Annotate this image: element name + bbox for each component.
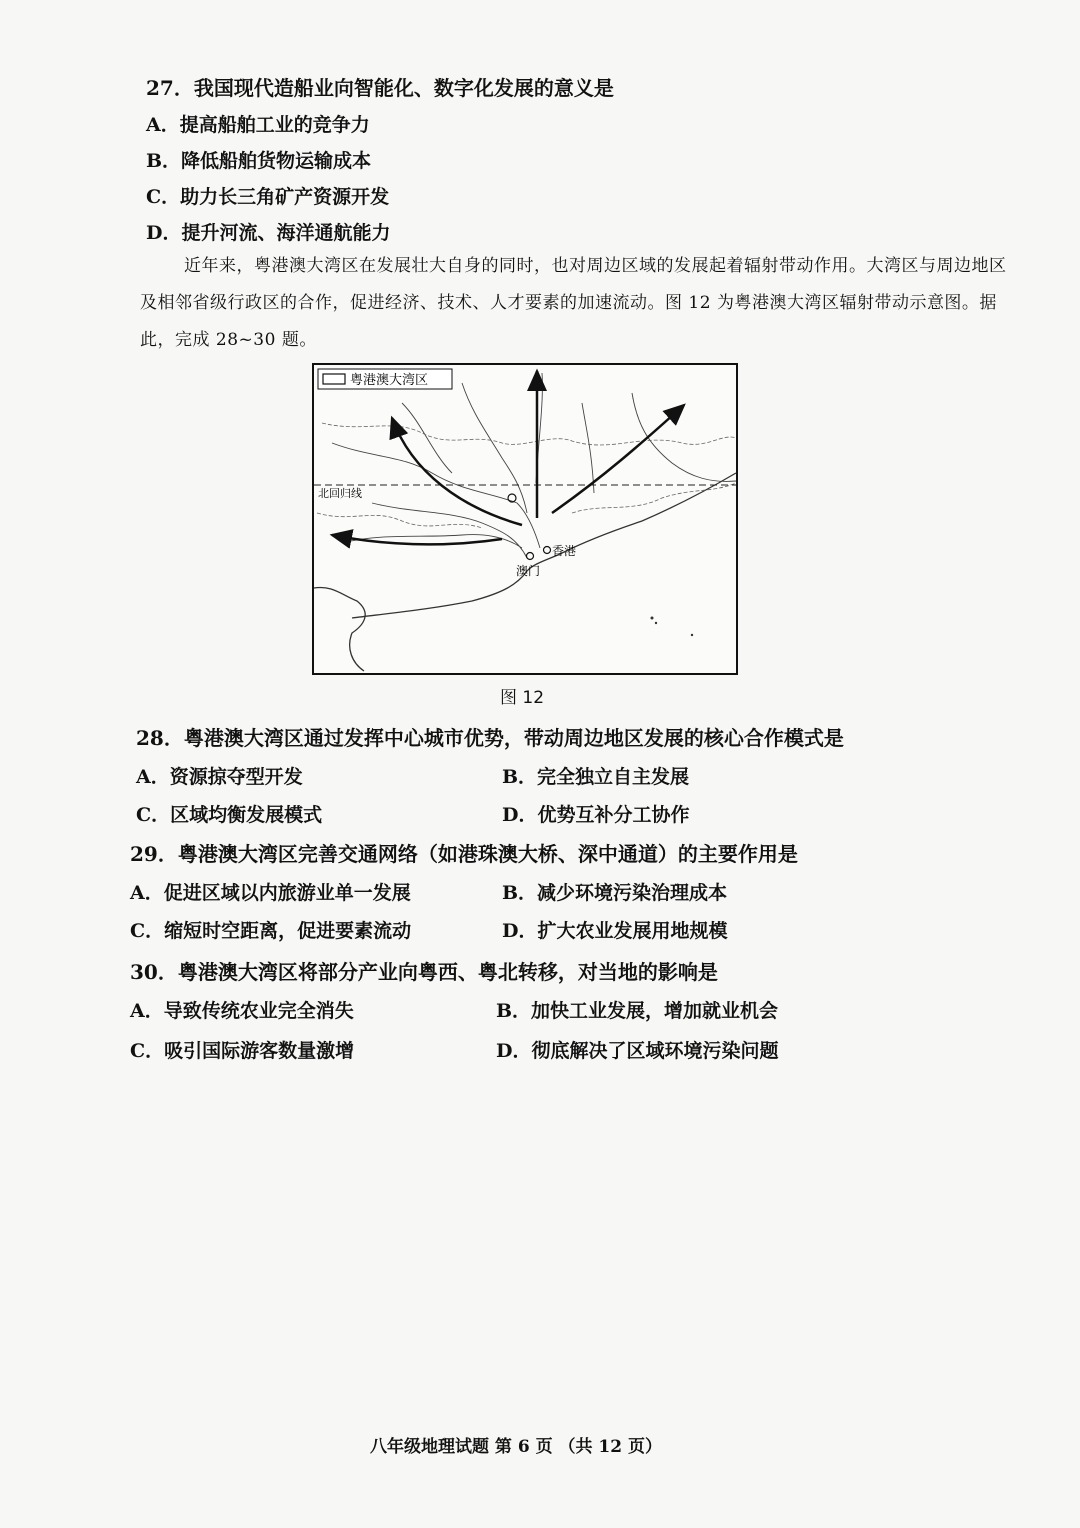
- hongkong-label: 香港: [552, 544, 577, 558]
- q27-option-c: C．助力长三角矿产资源开发: [146, 186, 390, 208]
- q28-option-d: D．优势互补分工协作: [502, 804, 690, 826]
- q29-option-a: A．促进区域以内旅游业单一发展: [130, 882, 411, 904]
- q28-stem: 28．粤港澳大湾区通过发挥中心城市优势，带动周边地区发展的核心合作模式是: [136, 726, 844, 750]
- q29-stem: 29．粤港澳大湾区完善交通网络（如港珠澳大桥、深中通道）的主要作用是: [130, 842, 798, 866]
- q29-option-c: C．缩短时空距离，促进要素流动: [130, 920, 412, 942]
- legend-label: 粤港澳大湾区: [350, 373, 429, 388]
- q30-option-d: D．彻底解决了区域环境污染问题: [496, 1040, 779, 1062]
- q29-option-d: D．扩大农业发展用地规模: [502, 920, 728, 942]
- q27-option-b: B．降低船舶货物运输成本: [146, 150, 372, 172]
- q30-option-b: B．加快工业发展，增加就业机会: [496, 1000, 779, 1022]
- map-frame: [313, 364, 737, 674]
- intro-paragraph: 近年来，粤港澳大湾区在发展壮大自身的同时，也对周边区域的发展起着辐射带动作用。大湾区与周边地区及相邻省级行政区的合作，促进经济、技术、人才要素的加速流动。图 12 为粤港澳大湾区辐射带动示意图。据此，完成 28~30 题。: [140, 256, 1007, 350]
- q27-option-d: D．提升河流、海洋通航能力: [146, 222, 391, 244]
- q30-option-a: A．导致传统农业完全消失: [130, 1000, 354, 1022]
- q30-stem: 30．粤港澳大湾区将部分产业向粤西、粤北转移，对当地的影响是: [130, 960, 718, 984]
- q28-option-c: C．区域均衡发展模式: [136, 804, 323, 826]
- q29-option-b: B．减少环境污染治理成本: [502, 882, 728, 904]
- q27-option-a: A．提高船舶工业的竞争力: [146, 114, 370, 136]
- q30-option-c: C．吸引国际游客数量激增: [130, 1040, 355, 1062]
- greater-bay-area-map: [312, 363, 738, 675]
- q28-option-b: B．完全独立自主发展: [502, 766, 690, 788]
- q28-option-a: A．资源掠夺型开发: [136, 766, 303, 788]
- page-footer: 八年级地理试题 第 6 页 （共 12 页）: [370, 1437, 662, 1457]
- figure-caption: 图 12: [500, 688, 545, 708]
- tropic-label: 北回归线: [318, 487, 362, 500]
- q27-stem: 27．我国现代造船业向智能化、数字化发展的意义是: [146, 76, 614, 100]
- macau-label: 澳门: [516, 564, 541, 578]
